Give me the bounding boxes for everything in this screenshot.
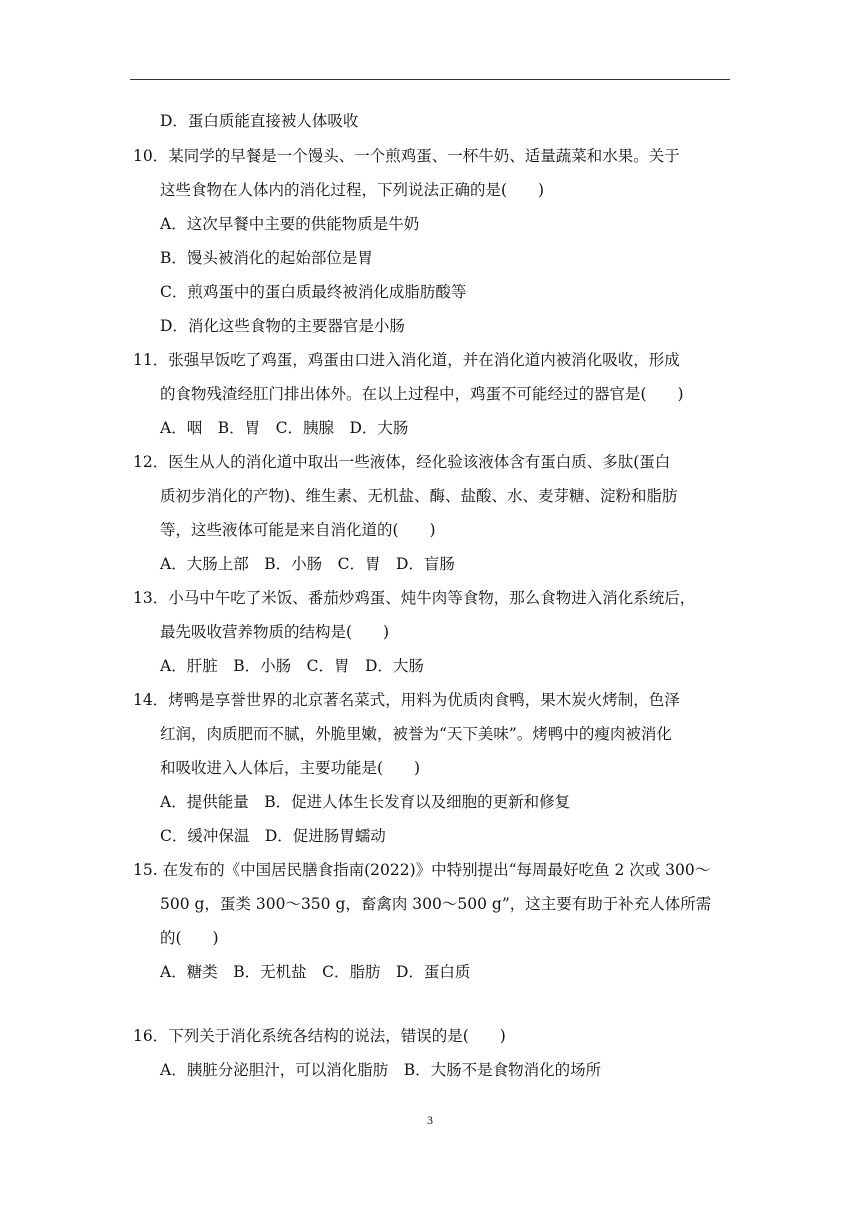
option-c-q10: C．煎鸡蛋中的蛋白质最终被消化成脂肪酸等 xyxy=(160,283,467,301)
question-15-stem: 15. 在发布的《中国居民膳食指南(2022)》中特别提出“每周最好吃鱼 2 次或 300～ xyxy=(133,861,711,879)
question-14-stem: 14．烤鸭是享誉世界的北京著名菜式，用料为优质肉食鸭，果木炭火烤制，色泽 xyxy=(133,691,680,709)
option-d-q10: D．消化这些食物的主要器官是小肠 xyxy=(160,317,405,335)
page-number: 3 xyxy=(427,1113,433,1127)
option-d-q9: D．蛋白质能直接被人体吸收 xyxy=(160,112,359,130)
question-13-stem: 13．小马中午吃了米饭、番茄炒鸡蛋、炖牛肉等食物，那么食物进入消化系统后， xyxy=(133,589,696,607)
options-ab-q14: A．提供能量 B．促进人体生长发育以及细胞的更新和修复 xyxy=(160,793,571,811)
question-15-stem-cont2: 的( ) xyxy=(160,929,219,947)
options-cd-q14: C．缓冲保温 D．促进肠胃蠕动 xyxy=(160,827,386,845)
question-12-stem-cont: 质初步消化的产物)、维生素、无机盐、酶、盐酸、水、麦芽糖、淀粉和脂肪 xyxy=(160,487,678,505)
header-rule xyxy=(130,79,730,80)
options-q13: A．肝脏 B．小肠 C．胃 D．大肠 xyxy=(160,657,424,675)
options-q15: A．糖类 B．无机盐 C．脂肪 D．蛋白质 xyxy=(160,963,471,981)
question-16-stem: 16．下列关于消化系统各结构的说法，错误的是( ) xyxy=(133,1027,506,1045)
question-14-stem-cont2: 和吸收进入人体后，主要功能是( ) xyxy=(160,759,421,777)
question-11-stem-cont: 的食物残渣经肛门排出体外。在以上过程中，鸡蛋不可能经过的器官是( ) xyxy=(160,385,684,403)
question-11-stem: 11．张强早饭吃了鸡蛋，鸡蛋由口进入消化道，并在消化道内被消化吸收，形成 xyxy=(133,351,680,369)
question-10-stem: 10．某同学的早餐是一个馒头、一个煎鸡蛋、一杯牛奶、适量蔬菜和水果。关于 xyxy=(133,147,680,165)
options-ab-q16: A．胰脏分泌胆汁，可以消化脂肪 B．大肠不是食物消化的场所 xyxy=(160,1061,602,1079)
question-12-stem: 12．医生从人的消化道中取出一些液体，经化验该液体含有蛋白质、多肽(蛋白 xyxy=(133,453,671,471)
options-q12: A．大肠上部 B．小肠 C．胃 D．盲肠 xyxy=(160,555,455,573)
question-10-stem-cont: 这些食物在人体内的消化过程，下列说法正确的是( ) xyxy=(160,181,545,199)
option-a-q10: A．这次早餐中主要的供能物质是牛奶 xyxy=(160,215,420,233)
question-12-stem-cont2: 等，这些液体可能是来自消化道的( ) xyxy=(160,521,436,539)
question-14-stem-cont: 红润，肉质肥而不腻，外脆里嫩，被誉为“天下美味”。烤鸭中的瘦肉被消化 xyxy=(160,725,672,743)
option-b-q10: B．馒头被消化的起始部位是胃 xyxy=(160,249,373,267)
question-13-stem-cont: 最先吸收营养物质的结构是( ) xyxy=(160,623,390,641)
options-q11: A．咽 B．胃 C．胰腺 D．大肠 xyxy=(160,419,409,437)
question-15-stem-cont: 500 g，蛋类 300～350 g，畜禽肉 300～500 g”，这主要有助于补充人体所需 xyxy=(160,895,712,913)
